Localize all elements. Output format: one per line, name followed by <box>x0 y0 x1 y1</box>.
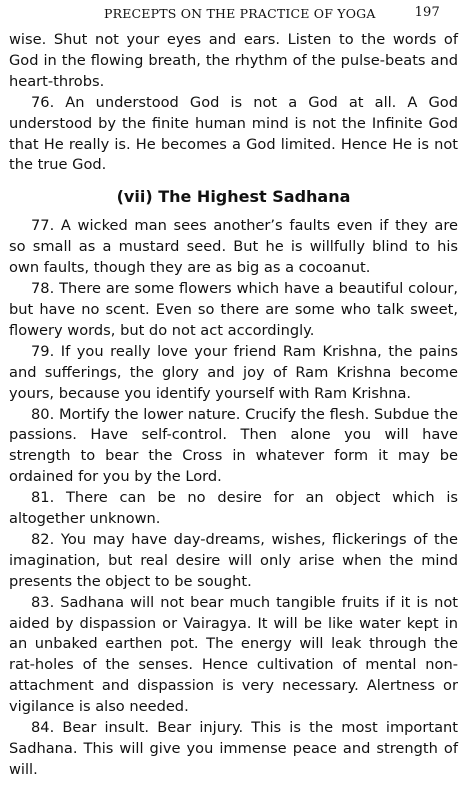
body-text <box>9 30 458 781</box>
paragraph-84: 84. Bear insult. Bear injury. This is the most important Sadhana. This will give you immense peace and strength of will. <box>9 719 458 778</box>
paragraph-78: 78. There are some flowers which have a beautiful colour, but have no scent. Even so there are some who talk sweet, flowery words, but do not act accordingly. <box>9 280 458 339</box>
paragraph-80: 80. Mortify the lower nature. Crucify the flesh. Subdue the passions. Have self-control. Then alone you will have strength to bear the Cross in whatever form it may be ordained for you by the Lord. <box>9 405 458 486</box>
paragraph-83: 83. Sadhana will not bear much tangible fruits if it is not aided by dispassion or Vairagya. It will be like water kept in an unbaked earthen pot. The energy will leak through the rat-holes of the senses. Hence cultivation of mental non-attachment and dispassion is very necessary. Alertness or vigilance is also needed. <box>9 593 458 716</box>
page-number: 197 <box>414 5 440 20</box>
paragraph-76: 76. An understood God is not a God at all. A God understood by the finite human mind is not the Infinite God that He really is. He becomes a God limited. Hence He is not the true God. <box>9 93 458 174</box>
running-title: PRECEPTS ON THE PRACTICE OF YOGA <box>104 6 376 21</box>
paragraph-77: 77. A wicked man sees another’s faults even if they are so small as a mustard seed. But he is willfully blind to his own faults, though they are as big as a cocoanut. <box>9 217 458 277</box>
paragraph-continued: wise. Shut not your eyes and ears. Listen to the words of God in the flowing breath, the rhythm of the pulse-beats and heart-throbs. <box>9 31 458 90</box>
running-head <box>9 4 458 26</box>
paragraph-79: 79. If you really love your friend Ram Krishna, the pains and sufferings, the glory and joy of Ram Krishna become yours, because you identify yourself with Ram Krishna. <box>9 342 458 402</box>
section-heading: (vii) The Highest Sadhana <box>116 187 351 207</box>
paragraph-81: 81. There can be no desire for an object which is altogether unknown. <box>9 489 458 528</box>
paragraph-82: 82. You may have day-dreams, wishes, flickerings of the imagination, but real desire will only arise when the mind presents the object to be sought. <box>9 530 458 590</box>
